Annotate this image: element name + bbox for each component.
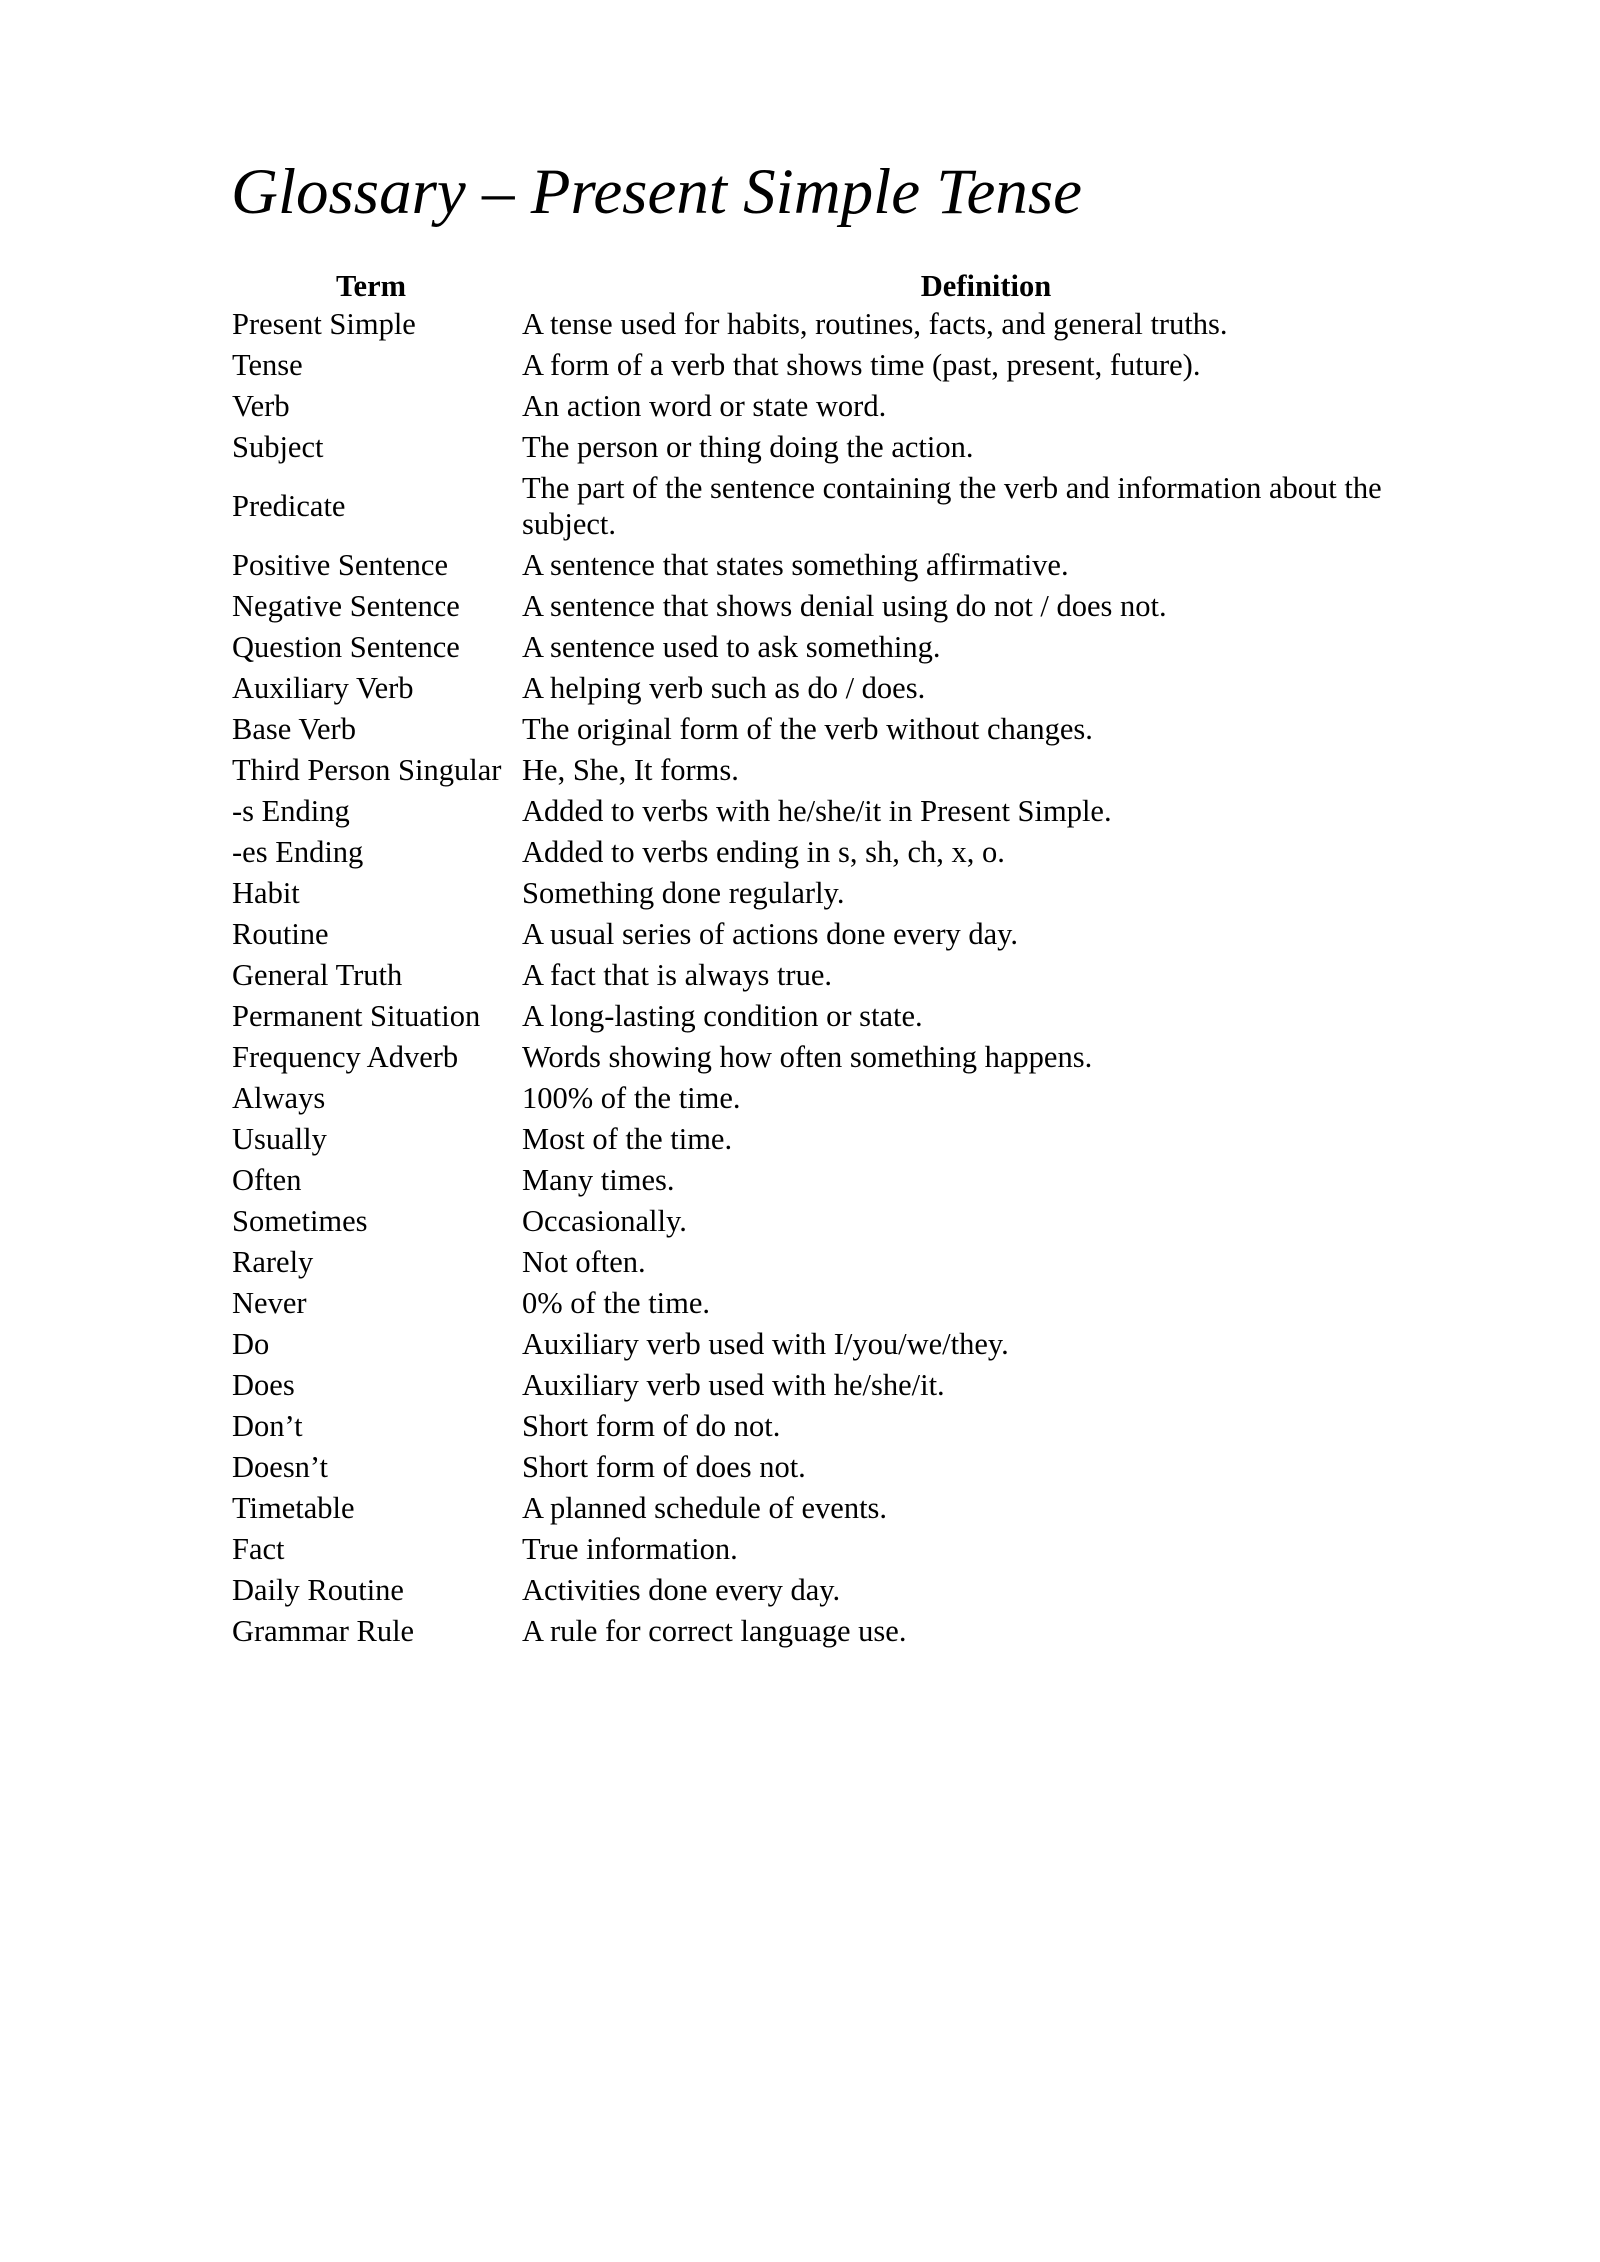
table-row — [226, 1078, 1456, 1119]
table-row — [226, 791, 1456, 832]
definition-cell: 0% of the time. — [522, 1286, 711, 1320]
definition-cell: A usual series of actions done every day. — [522, 917, 1019, 951]
definition-cell: Short form of does not. — [522, 1450, 806, 1484]
table-row — [226, 1242, 1456, 1283]
definition-cell: Most of the time. — [522, 1122, 733, 1156]
table-row — [226, 1365, 1456, 1406]
table-row — [226, 1447, 1456, 1488]
table-row — [226, 1488, 1456, 1529]
term-cell: Positive Sentence — [232, 548, 449, 582]
table-row — [226, 1406, 1456, 1447]
term-cell: Negative Sentence — [232, 589, 460, 623]
page-title: Glossary – Present Simple Tense — [231, 156, 1082, 228]
table-row — [226, 955, 1456, 996]
definition-cell: A long-lasting condition or state. — [522, 999, 923, 1033]
term-cell: Auxiliary Verb — [232, 671, 414, 705]
term-cell: Routine — [232, 917, 329, 951]
table-row — [226, 1160, 1456, 1201]
term-cell: Verb — [232, 389, 290, 423]
table-row — [226, 304, 1456, 345]
definition-cell: Added to verbs with he/she/it in Present Simple. — [522, 794, 1112, 828]
term-cell: Base Verb — [232, 712, 356, 746]
term-cell: Usually — [232, 1122, 327, 1156]
table-row — [226, 750, 1456, 791]
table-row — [226, 832, 1456, 873]
term-cell: -s Ending — [232, 794, 350, 828]
table-row — [226, 627, 1456, 668]
table-header-row — [226, 264, 1456, 304]
definition-cell: Words showing how often something happens. — [522, 1040, 1093, 1074]
term-cell: Grammar Rule — [232, 1614, 415, 1648]
definition-cell: An action word or state word. — [522, 389, 887, 423]
term-cell: Fact — [232, 1532, 285, 1566]
definition-cell: A rule for correct language use. — [522, 1614, 907, 1648]
definition-column-header: Definition — [920, 269, 1052, 303]
term-cell: Often — [232, 1163, 302, 1197]
term-cell: -es Ending — [232, 835, 364, 869]
glossary-table — [226, 264, 1456, 1652]
table-row — [226, 345, 1456, 386]
definition-cell: A fact that is always true. — [522, 958, 832, 992]
definition-cell: 100% of the time. — [522, 1081, 741, 1115]
term-cell: Third Person Singular — [232, 753, 502, 787]
term-cell: Timetable — [232, 1491, 355, 1525]
table-row — [226, 1611, 1456, 1652]
table-row — [226, 914, 1456, 955]
definition-cell: The original form of the verb without changes. — [522, 712, 1093, 746]
term-cell: Don’t — [232, 1409, 303, 1443]
definition-cell: A sentence used to ask something. — [522, 630, 941, 664]
table-row — [226, 1529, 1456, 1570]
definition-cell: A tense used for habits, routines, facts, and general truths. — [522, 307, 1228, 341]
definition-cell: The part of the sentence containing the verb and information about the subject. — [522, 471, 1382, 541]
definition-cell: A sentence that states something affirmative. — [522, 548, 1069, 582]
term-cell: Frequency Adverb — [232, 1040, 459, 1074]
definition-cell: A form of a verb that shows time (past, present, future). — [522, 348, 1201, 382]
term-cell: Always — [232, 1081, 326, 1115]
table-row — [226, 996, 1456, 1037]
definition-cell: Something done regularly. — [522, 876, 845, 910]
definition-cell: Auxiliary verb used with he/she/it. — [522, 1368, 945, 1402]
table-row — [226, 545, 1456, 586]
definition-cell: He, She, It forms. — [522, 753, 739, 787]
term-cell: Doesn’t — [232, 1450, 329, 1484]
glossary-table-body — [226, 304, 1456, 1652]
definition-cell: Short form of do not. — [522, 1409, 781, 1443]
table-row — [226, 1201, 1456, 1242]
table-row — [226, 873, 1456, 914]
table-row — [226, 668, 1456, 709]
table-row — [226, 386, 1456, 427]
term-cell: Never — [232, 1286, 307, 1320]
table-row — [226, 468, 1456, 545]
definition-cell: A sentence that shows denial using do not / does not. — [522, 589, 1167, 623]
table-row — [226, 1570, 1456, 1611]
definition-cell: Not often. — [522, 1245, 646, 1279]
table-row — [226, 709, 1456, 750]
definition-cell: Many times. — [522, 1163, 675, 1197]
definition-cell: Activities done every day. — [522, 1573, 841, 1607]
definition-cell: Added to verbs ending in s, sh, ch, x, o. — [522, 835, 1005, 869]
term-cell: Question Sentence — [232, 630, 460, 664]
table-row — [226, 1283, 1456, 1324]
table-row — [226, 1037, 1456, 1078]
definition-cell: The person or thing doing the action. — [522, 430, 974, 464]
table-row — [226, 586, 1456, 627]
term-cell: Tense — [232, 348, 303, 382]
term-cell: Rarely — [232, 1245, 314, 1279]
term-column-header: Term — [335, 269, 407, 303]
term-cell: Daily Routine — [232, 1573, 404, 1607]
term-cell: Do — [232, 1327, 270, 1361]
term-cell: Present Simple — [232, 307, 416, 341]
term-cell: General Truth — [232, 958, 403, 992]
table-row — [226, 1324, 1456, 1365]
term-cell: Does — [232, 1368, 295, 1402]
term-cell: Permanent Situation — [232, 999, 481, 1033]
table-row — [226, 1119, 1456, 1160]
definition-cell: Auxiliary verb used with I/you/we/they. — [522, 1327, 1009, 1361]
definition-cell: True information. — [522, 1532, 738, 1566]
table-row — [226, 427, 1456, 468]
term-cell: Subject — [232, 430, 324, 464]
term-cell: Sometimes — [232, 1204, 368, 1238]
definition-cell: Occasionally. — [522, 1204, 687, 1238]
definition-cell: A helping verb such as do / does. — [522, 671, 926, 705]
definition-cell: A planned schedule of events. — [522, 1491, 888, 1525]
term-cell: Habit — [232, 876, 300, 910]
term-cell: Predicate — [232, 489, 346, 523]
